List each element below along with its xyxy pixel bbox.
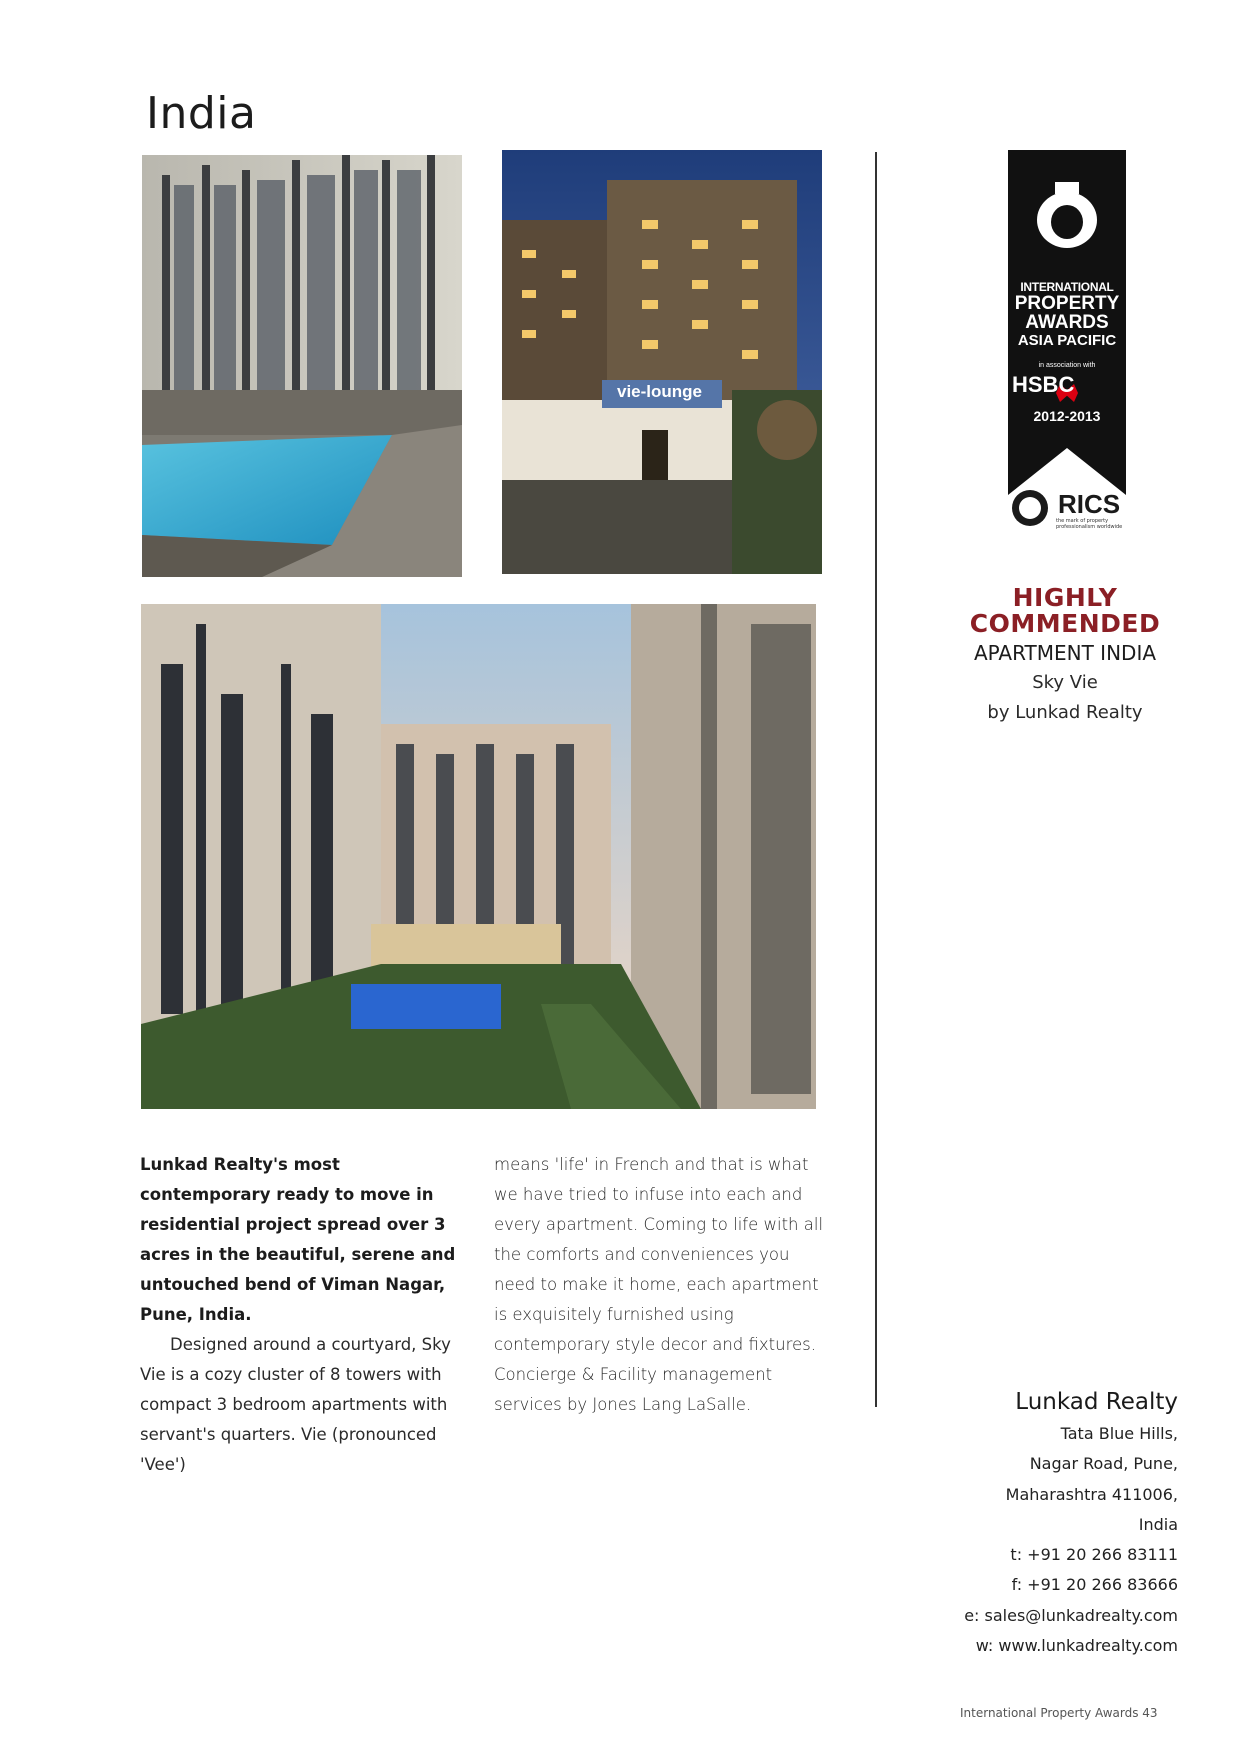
award-category: APARTMENT INDIA	[973, 641, 1157, 665]
badge-line-2: PROPERTY	[1014, 293, 1120, 314]
badge-years: 2012-2013	[1033, 408, 1101, 424]
contact-block	[964, 1385, 1178, 1661]
badge-sponsor: HSBC	[1012, 372, 1075, 397]
award-level-line-1: HIGHLY	[1012, 583, 1118, 612]
award-level-line-2: COMMENDED	[969, 609, 1161, 638]
badge-line-3: AWARDS	[1025, 312, 1109, 333]
badge-line-4: ASIA PACIFIC	[1017, 332, 1117, 349]
website-address: w: www.lunkadrealty.com	[975, 1636, 1178, 1656]
address-line-4: India	[1138, 1514, 1178, 1534]
address-line-2: Nagar Road, Pune,	[1029, 1454, 1178, 1474]
badge-line-1: INTERNATIONAL	[1020, 280, 1114, 294]
body-paragraph-2: Designed around a courtyard, Sky Vie is a cozy cluster of 8 towers with compact 3 bedroom apartments with servant's quarters. Vie (pronounced 'Vee')	[140, 1335, 451, 1474]
body-column-left	[140, 1150, 470, 1480]
award-badge	[1008, 150, 1126, 552]
phone-number: t: +91 20 266 83111	[1010, 1545, 1178, 1565]
body-column-right: means 'life' in French and that is what we have tried to infuse into each and every apartment. Coming to life with all the comforts and conveniences you need to make it home, each apartment is exquisitely furnished using contemporary style decor and fixtures. Concierge & Facility management services by Jones Lang LaSalle.	[494, 1155, 824, 1414]
company-name: Lunkad Realty	[1015, 1389, 1178, 1415]
email-address: e: sales@lunkadrealty.com	[964, 1605, 1178, 1625]
rics-logo: RICS	[1058, 489, 1121, 519]
award-developer: by Lunkad Realty	[987, 702, 1143, 723]
photo-courtyard-towers	[141, 604, 816, 1109]
award-project: Sky Vie	[1032, 672, 1098, 693]
address-line-3: Maharashtra 411006,	[1005, 1484, 1178, 1504]
photo-pool-towers	[142, 155, 462, 577]
photo-vie-lounge	[502, 150, 822, 574]
fax-number: f: +91 20 266 83666	[1011, 1575, 1178, 1595]
rics-tagline: the mark of property professionalism worldwide	[1056, 518, 1123, 530]
address-line-1: Tata Blue Hills,	[1060, 1424, 1178, 1443]
page-footer: International Property Awards 43	[960, 1706, 1158, 1720]
lounge-sign-text: vie-lounge	[617, 382, 703, 401]
badge-association: in association with	[1038, 362, 1096, 369]
lead-paragraph: Lunkad Realty's most contemporary ready to move in residential project spread over 3 acres in the beautiful, serene and untouched bend of Viman Nagar, Pune, India.	[140, 1155, 456, 1324]
column-divider	[875, 152, 877, 1407]
page-title: India	[146, 88, 257, 139]
